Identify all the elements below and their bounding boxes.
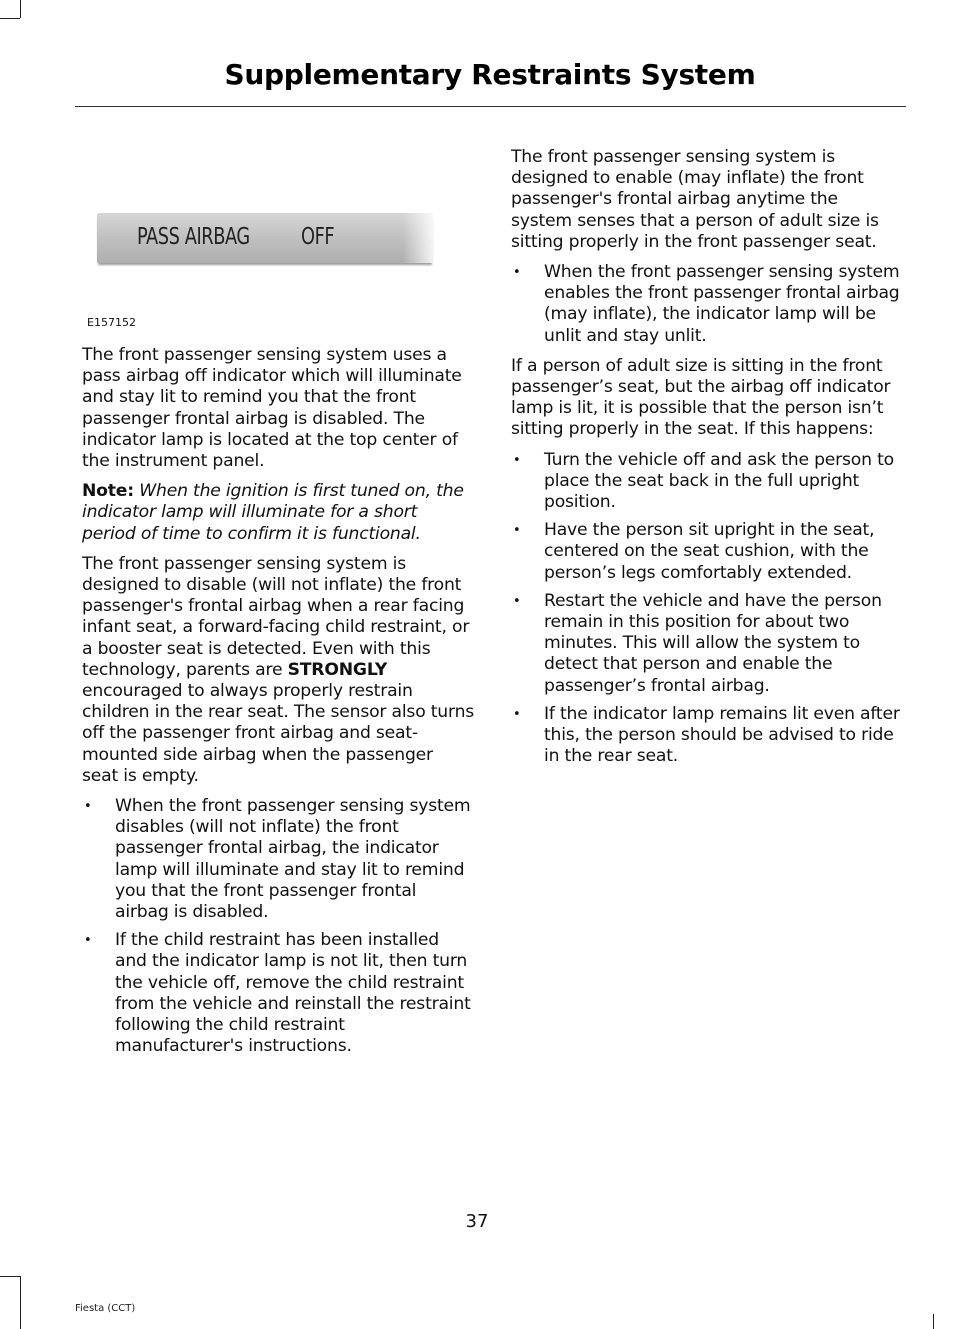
indicator-state: OFF [301,224,335,250]
bullet-icon: • [84,799,92,815]
list-item [511,520,903,584]
list-item [511,591,903,697]
right-bullet-list-2 [511,450,903,768]
disable-paragraph [82,554,474,787]
note-text: When the ignition is first tuned on, the indicator lamp will illuminate for a short period of time to confirm it is functional. [82,481,464,544]
indicator-panel-fade [403,213,433,263]
figure-id: E157152 [87,316,136,329]
airbag-indicator-figure [97,213,433,265]
list-item-text: When the front passenger sensing system disables (will not inflate) the front passenger frontal airbag, the indicator lamp will illuminate and stay lit to remind you that the front passenger frontal airbag is disabled. [115,796,471,923]
bullet-icon: • [513,593,521,609]
title-rule [75,106,906,107]
list-item-text: When the front passenger sensing system enables the front passenger frontal airbag (may inflate), the indicator lamp will be unlit and stay unlit. [544,262,900,346]
right-column [511,147,903,776]
crop-mark [0,18,20,19]
list-item [511,262,903,347]
adult-lamp-paragraph: If a person of adult size is sitting in the front passenger’s seat, but the airbag off indicator lamp is lit, it is possible that the person isn’t sitting properly in the seat. If this happens: [511,355,891,440]
footer-model: Fiesta (CCT) [75,1303,136,1314]
right-bullet-list-1 [511,262,903,347]
list-item-text: Turn the vehicle off and ask the person to place the seat back in the full upright position. [544,449,894,513]
note-label: Note: [82,481,134,502]
list-item-text: Restart the vehicle and have the person remain in this position for about two minutes. This will allow the system to detect that person and enable the passenger’s frontal airbag. [544,590,882,696]
list-item [82,796,474,923]
list-item [511,450,903,514]
enable-paragraph: The front passenger sensing system is designed to enable (may inflate) the front passenger's frontal airbag anytime the system senses that a person of adult size is sitting properly in the front passenger seat. [511,147,879,252]
intro-paragraph: The front passenger sensing system uses a pass airbag off indicator which will illuminate and stay lit to remind you that the front passenger frontal airbag is disabled. The indicator lamp is located at the top center of the instrument panel. [82,345,462,472]
page-title: Supplementary Restraints System [224,58,756,91]
crop-mark [933,1314,934,1329]
disable-text-a: The front passenger sensing system is designed to disable (will not inflate) the front passenger's frontal airbag when a rear facing infant seat, a forward-facing child restraint, or a booster seat is detected. Even with this technology, parents are [82,553,470,680]
bullet-icon: • [84,933,92,949]
bullet-icon: • [513,523,521,539]
bullet-icon: • [513,265,521,281]
left-column [82,345,474,1067]
strongly-emphasis: STRONGLY [287,659,388,680]
bullet-icon: • [513,452,521,468]
list-item-text: If the child restraint has been installed and the indicator lamp is not lit, then turn the vehicle off, remove the child restraint from the vehicle and reinstall the restraint following the child restraint manufacturer's instructions. [115,930,471,1057]
indicator-label: PASS AIRBAG [137,224,250,250]
crop-mark [20,0,21,18]
crop-mark [0,1276,20,1277]
bullet-icon: • [513,706,521,722]
left-bullet-list [82,796,474,1057]
list-item [511,704,903,768]
page-number: 37 [465,1211,489,1232]
crop-mark [20,1276,21,1329]
note-paragraph [82,481,474,545]
list-item-text: Have the person sit upright in the seat, centered on the seat cushion, with the person’s legs comfortably extended. [544,520,875,583]
list-item-text: If the indicator lamp remains lit even after this, the person should be advised to ride in the rear seat. [544,703,900,767]
list-item [82,930,474,1057]
disable-text-b: encouraged to always properly restrain children in the rear seat. The sensor also turns off the passenger front airbag and seat-mounted side airbag when the passenger seat is empty. [82,681,475,786]
